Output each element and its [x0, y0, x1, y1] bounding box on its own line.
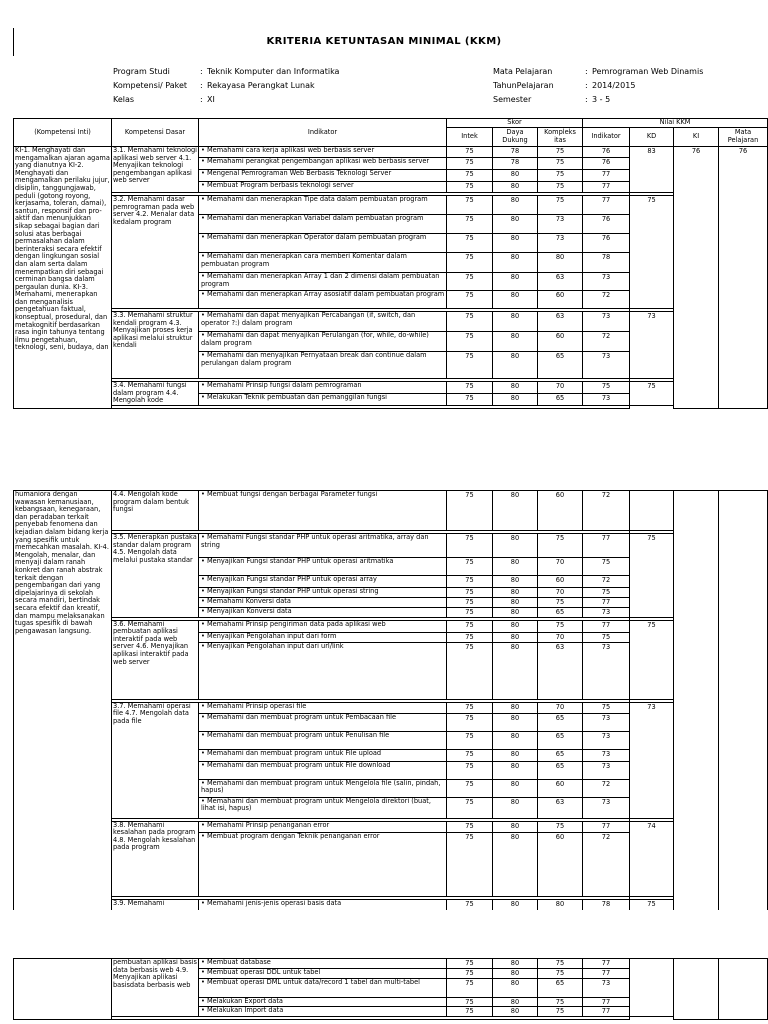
kompleksitas-cell: 63 — [538, 797, 583, 818]
intek-cell: 75 — [447, 607, 493, 617]
daya-dukung-cell: 80 — [493, 558, 538, 576]
kkm-indikator-cell: 77 — [583, 182, 630, 193]
kompleksitas-cell: 75 — [538, 196, 583, 215]
kompleksitas-cell: 73 — [538, 215, 583, 234]
indikator-cell: • Membuat operasi DML untuk data/record 1 tabel dan multi-tabel — [199, 978, 447, 997]
indikator-cell: • Memahami cara kerja aplikasi web berbasis server — [199, 147, 447, 158]
kkm-indikator-cell: 77 — [583, 1007, 630, 1017]
page-3 — [0, 958, 768, 1024]
indikator-cell: • Menyajikan Pengolahan input dari form — [199, 632, 447, 642]
kkm-kd-cell: 74 — [630, 821, 674, 896]
kompleksitas-cell: 75 — [538, 969, 583, 979]
kkm-kd-cell: 75 — [630, 899, 674, 910]
kkm-indikator-cell: 78 — [583, 899, 630, 910]
kkm-indikator-cell: 77 — [583, 821, 630, 832]
indikator-cell: • Membuat Program berbasis teknologi server — [199, 182, 447, 193]
document-title: KRITERIA KETUNTASAN MINIMAL (KKM) — [266, 36, 502, 47]
kompleksitas-cell: 75 — [538, 821, 583, 832]
kkm-indikator-cell: 72 — [583, 291, 630, 309]
daya-dukung-cell: 80 — [493, 632, 538, 642]
table-row — [14, 491, 768, 531]
intek-cell: 75 — [447, 731, 493, 749]
kompleksitas-cell: 65 — [538, 607, 583, 617]
table-row — [14, 702, 768, 713]
intek-cell: 75 — [447, 170, 493, 182]
daya-dukung-cell: 80 — [493, 576, 538, 588]
meta-tahun-label: TahunPelajaran — [493, 81, 554, 90]
kd-cell: 3.2. Memahami dasar pemrograman pada web server 4.2. Menalar data kedalam program — [112, 196, 199, 309]
daya-dukung-cell: 80 — [493, 534, 538, 558]
kompleksitas-cell: 63 — [538, 642, 583, 699]
kkm-indikator-cell: 75 — [583, 632, 630, 642]
kompleksitas-cell: 60 — [538, 832, 583, 896]
kompleksitas-cell: 70 — [538, 588, 583, 598]
kkm-indikator-cell: 75 — [583, 382, 630, 394]
kompleksitas-cell: 63 — [538, 273, 583, 291]
daya-dukung-cell: 80 — [493, 182, 538, 193]
intek-cell: 75 — [447, 797, 493, 818]
kompleksitas-cell: 70 — [538, 702, 583, 713]
intek-cell: 75 — [447, 598, 493, 608]
meta-colon: : — [585, 67, 588, 76]
intek-cell: 75 — [447, 312, 493, 332]
kkm-indikator-cell: 77 — [583, 620, 630, 632]
indikator-cell: • Menyajikan Fungsi standar PHP untuk operasi array — [199, 576, 447, 588]
intek-cell: 75 — [447, 899, 493, 910]
kkm-indikator-cell: 73 — [583, 761, 630, 779]
indikator-cell: • Memahami dan menyajikan Pernyataan break dan continue dalam perulangan dalam program — [199, 352, 447, 379]
header-kkm-indikator: Indikator — [583, 128, 630, 147]
intek-cell: 75 — [447, 196, 493, 215]
table-row — [14, 959, 768, 969]
kompleksitas-cell: 60 — [538, 576, 583, 588]
daya-dukung-cell: 80 — [493, 969, 538, 979]
indikator-cell: • Melakukan Teknik pembuatan dan pemanggilan fungsi — [199, 394, 447, 406]
daya-dukung-cell: 80 — [493, 821, 538, 832]
kompleksitas-cell: 70 — [538, 632, 583, 642]
kkm-indikator-cell: 73 — [583, 642, 630, 699]
daya-dukung-cell: 80 — [493, 978, 538, 997]
kkm-indikator-cell: 73 — [583, 713, 630, 731]
indikator-cell: • Memahami perangkat pengembangan aplikasi web berbasis server — [199, 158, 447, 170]
intek-cell: 75 — [447, 588, 493, 598]
kkm-kd-cell: 73 — [630, 702, 674, 818]
kkm-kd-cell — [630, 491, 674, 531]
daya-dukung-cell: 78 — [493, 147, 538, 158]
kkm-indikator-cell: 73 — [583, 352, 630, 379]
kompleksitas-cell: 80 — [538, 253, 583, 273]
group-divider — [14, 1016, 768, 1019]
meta-kompetensi: Rekayasa Perangkat Lunak — [207, 81, 315, 90]
intek-cell: 75 — [447, 558, 493, 576]
table-row — [14, 147, 768, 158]
divider-cell — [112, 1016, 630, 1019]
kkm-indikator-cell: 76 — [583, 234, 630, 253]
kompleksitas-cell: 65 — [538, 761, 583, 779]
kompleksitas-cell: 70 — [538, 382, 583, 394]
daya-dukung-cell: 80 — [493, 607, 538, 617]
meta-semester-label: Semester — [493, 95, 532, 104]
daya-dukung-cell: 80 — [493, 170, 538, 182]
meta-kelas-label: Kelas — [113, 95, 135, 104]
daya-dukung-cell: 80 — [493, 382, 538, 394]
indikator-cell: • Memahami dan menerapkan Array asosiatif dalam pembuatan program — [199, 291, 447, 309]
meta-kompetensi-label: Kompetensi/ Paket — [113, 81, 188, 90]
kompleksitas-cell: 75 — [538, 620, 583, 632]
intek-cell: 75 — [447, 969, 493, 979]
kkm-indikator-cell: 72 — [583, 779, 630, 797]
kkm-indikator-cell: 77 — [583, 969, 630, 979]
kkm-indikator-cell: 76 — [583, 215, 630, 234]
kkm-kd-cell: 75 — [630, 534, 674, 618]
table-row — [14, 534, 768, 558]
meta-program-studi: Teknik Komputer dan Informatika — [207, 67, 340, 76]
kompleksitas-cell: 70 — [538, 558, 583, 576]
intek-cell: 75 — [447, 147, 493, 158]
daya-dukung-cell: 80 — [493, 1007, 538, 1017]
kompleksitas-cell: 75 — [538, 598, 583, 608]
header-ki: (Kompetensi Inti) — [14, 119, 112, 147]
daya-dukung-cell: 80 — [493, 332, 538, 352]
kkm-kd-cell: 83 — [630, 147, 674, 193]
indikator-cell: • Mengenal Pemrograman Web Berbasis Teknologi Server — [199, 170, 447, 182]
intek-cell: 75 — [447, 761, 493, 779]
indikator-cell: • Membuat operasi DDL untuk tabel — [199, 969, 447, 979]
kompleksitas-cell: 75 — [538, 182, 583, 193]
kkm-table-continued-2 — [13, 958, 768, 1020]
kd-cell: 3.1. Memahami teknologi aplikasi web server 4.1. Menyajikan teknologi pengembangan aplikasi web server — [112, 147, 199, 193]
indikator-cell: • Memahami dan membuat program untuk File download — [199, 761, 447, 779]
group-divider — [14, 406, 768, 409]
daya-dukung-cell: 80 — [493, 731, 538, 749]
kkm-indikator-cell: 72 — [583, 491, 630, 531]
indikator-cell: • Memahami Prinsip pengiriman data pada aplikasi web — [199, 620, 447, 632]
intek-cell: 75 — [447, 997, 493, 1007]
meta-kelas: XI — [207, 95, 215, 104]
indikator-cell: • Membuat database — [199, 959, 447, 969]
kompleksitas-cell: 65 — [538, 394, 583, 406]
intek-cell: 75 — [447, 642, 493, 699]
kd-cell: 3.9. Memahami — [112, 899, 199, 910]
page-2 — [0, 490, 768, 910]
intek-cell: 75 — [447, 1007, 493, 1017]
kkm-kd-cell: 75 — [630, 382, 674, 406]
table-row — [14, 899, 768, 910]
kkm-mapel-cell-empty — [719, 491, 768, 911]
indikator-cell: • Memahami dan dapat menyajikan Perulangan (for, while, do-while) dalam program — [199, 332, 447, 352]
daya-dukung-cell: 80 — [493, 394, 538, 406]
meta-colon: : — [200, 67, 203, 76]
indikator-cell: • Memahami dan menerapkan Variabel dalam pembuatan program — [199, 215, 447, 234]
intek-cell: 75 — [447, 215, 493, 234]
kompleksitas-cell: 80 — [538, 899, 583, 910]
indikator-cell: • Memahami dan membuat program untuk File upload — [199, 749, 447, 761]
intek-cell: 75 — [447, 273, 493, 291]
indikator-cell: • Memahami dan membuat program untuk Mengelola direktori (buat, lihat isi, hapus) — [199, 797, 447, 818]
indikator-cell: • Memahami Prinsip fungsi dalam pemrograman — [199, 382, 447, 394]
ki-cell: humaniora dengan wawasan kemanusiaan, kebangsaan, kenegaraan, dan peradaban terkait penyebab fenomena dan kejadian dalam bidang kerja yang spesifik untuk memecahkan masalah. KI-4. Mengolah, menalar, dan menyaji dalam ranah konkret dan ranah abstrak terkait dengan pengembangan dari yang dipelajarinya di sekolah secara mandiri, bertindak secara efektif dan kreatif, dan mampu melaksanakan tugas spesifik di bawah pengawasan langsung. — [14, 491, 112, 911]
kompleksitas-cell: 75 — [538, 170, 583, 182]
daya-dukung-cell: 80 — [493, 291, 538, 309]
daya-dukung-cell: 80 — [493, 779, 538, 797]
meta-program-studi-label: Program Studi — [113, 67, 170, 76]
kompleksitas-cell: 75 — [538, 997, 583, 1007]
indikator-cell: • Memahami dan menerapkan Operator dalam pembuatan program — [199, 234, 447, 253]
kompleksitas-cell: 75 — [538, 959, 583, 969]
indikator-cell: • Menyajikan Fungsi standar PHP untuk operasi aritmatika — [199, 558, 447, 576]
kompleksitas-cell: 60 — [538, 291, 583, 309]
kkm-kd-cell: 75 — [630, 196, 674, 309]
table-row — [14, 821, 768, 832]
meta-colon: : — [200, 95, 203, 104]
intek-cell: 75 — [447, 158, 493, 170]
daya-dukung-cell: 80 — [493, 959, 538, 969]
kkm-indikator-cell: 73 — [583, 607, 630, 617]
intek-cell: 75 — [447, 332, 493, 352]
daya-dukung-cell: 80 — [493, 352, 538, 379]
daya-dukung-cell: 80 — [493, 491, 538, 531]
intek-cell: 75 — [447, 713, 493, 731]
kkm-indikator-cell: 73 — [583, 797, 630, 818]
intek-cell: 75 — [447, 491, 493, 531]
daya-dukung-cell: 80 — [493, 215, 538, 234]
header-daya-dukung: Daya Dukung — [493, 128, 538, 147]
header-intek: Intek — [447, 128, 493, 147]
kkm-mapel-cell-empty — [719, 959, 768, 1020]
daya-dukung-cell: 80 — [493, 702, 538, 713]
intek-cell: 75 — [447, 382, 493, 394]
daya-dukung-cell: 80 — [493, 642, 538, 699]
kd-cell: pembuatan aplikasi basis data berbasis web 4.9. Menyajikan aplikasi basisdata berbasis web — [112, 959, 199, 1017]
daya-dukung-cell: 80 — [493, 761, 538, 779]
kkm-indikator-cell: 77 — [583, 997, 630, 1007]
meta-tahun: 2014/2015 — [592, 81, 636, 90]
daya-dukung-cell: 80 — [493, 797, 538, 818]
kompleksitas-cell: 75 — [538, 158, 583, 170]
intek-cell: 75 — [447, 832, 493, 896]
indikator-cell: • Memahami dan menerapkan cara memberi Komentar dalam pembuatan program — [199, 253, 447, 273]
kkm-ki-cell: 76 — [674, 147, 719, 409]
intek-cell: 75 — [447, 253, 493, 273]
kkm-indikator-cell: 72 — [583, 332, 630, 352]
intek-cell: 75 — [447, 779, 493, 797]
kkm-table — [13, 118, 768, 409]
intek-cell: 75 — [447, 620, 493, 632]
kompleksitas-cell: 65 — [538, 978, 583, 997]
intek-cell: 75 — [447, 291, 493, 309]
indikator-cell: • Memahami dan membuat program untuk Mengelola file (salin, pindah, hapus) — [199, 779, 447, 797]
kompleksitas-cell: 65 — [538, 713, 583, 731]
kkm-ki-cell-empty — [674, 491, 719, 911]
indikator-cell: • Membuat program dengan Teknik penanganan error — [199, 832, 447, 896]
intek-cell: 75 — [447, 978, 493, 997]
indikator-cell: • Memahami dan membuat program untuk Penulisan file — [199, 731, 447, 749]
indikator-cell: • Memahami dan menerapkan Tipe data dalam pembuatan program — [199, 196, 447, 215]
kkm-indikator-cell: 77 — [583, 598, 630, 608]
daya-dukung-cell: 80 — [493, 832, 538, 896]
table-row — [14, 620, 768, 632]
header-skor: Skor — [447, 119, 583, 128]
kkm-indikator-cell: 75 — [583, 558, 630, 576]
kkm-indikator-cell: 77 — [583, 534, 630, 558]
meta-mapel: Pemrograman Web Dinamis — [592, 67, 704, 76]
header-indikator: Indikator — [199, 119, 447, 147]
table-row — [14, 382, 768, 394]
daya-dukung-cell: 80 — [493, 253, 538, 273]
kkm-indikator-cell: 77 — [583, 196, 630, 215]
divider-cell — [112, 406, 630, 409]
intek-cell: 75 — [447, 534, 493, 558]
indikator-cell: • Memahami dan dapat menyajikan Percabangan (if, switch, dan operator ?:) dalam program — [199, 312, 447, 332]
indikator-cell: • Memahami Prinsip penanganan error — [199, 821, 447, 832]
header-kkm-mapel: Mata Pelajaran — [719, 128, 768, 147]
indikator-cell: • Membuat fungsi dengan berbagai Parameter fungsi — [199, 491, 447, 531]
indikator-cell: • Menyajikan Pengolahan input dari url/link — [199, 642, 447, 699]
ki-cell: KI-1. Menghayati dan mengamalkan ajaran agama yang dianutnya KI-2. Menghayati dan mengamalkan perilaku jujur, disiplin, tanggungjawab, peduli (gotong royong, kerjasama, toleran, damai), santun, responsif dan pro-aktif dan menunjukkan sikap sebagai bagian dari solusi atas berbagai permasalahan dalam berinteraksi secara efektif dengan lingkungan sosial dan alam serta dalam menempatkan diri sebagai cerminan bangsa dalam pergaulan dunia. KI-3. Memahami, menerapkan dan menganalisis pengetahuan faktual, konseptual, prosedural, dan metakognitif berdasarkan rasa ingin tahunya tentang ilmu pengetahuan, teknologi, seni, budaya, dan — [14, 147, 112, 409]
header-kd: Kompetensi Dasar — [112, 119, 199, 147]
indikator-cell: • Memahami Konversi data — [199, 598, 447, 608]
intek-cell: 75 — [447, 182, 493, 193]
kd-cell: 3.4. Memahami fungsi dalam program 4.4. Mengolah kode — [112, 382, 199, 406]
intek-cell: 75 — [447, 821, 493, 832]
kkm-ki-cell-empty — [674, 959, 719, 1020]
kkm-indikator-cell: 73 — [583, 978, 630, 997]
kkm-indikator-cell: 73 — [583, 731, 630, 749]
daya-dukung-cell: 80 — [493, 899, 538, 910]
indikator-cell: • Memahami dan menerapkan Array 1 dan 2 dimensi dalam pembuatan program — [199, 273, 447, 291]
kd-cell: 3.8. Memahami kesalahan pada program 4.8. Mengolah kesalahan pada program — [112, 821, 199, 896]
daya-dukung-cell: 80 — [493, 713, 538, 731]
kkm-indikator-cell: 76 — [583, 147, 630, 158]
kd-cell: 3.5. Menerapkan pustaka standar dalam program 4.5. Mengolah data melalui pustaka standar — [112, 534, 199, 618]
meta-colon: : — [585, 95, 588, 104]
table-row — [14, 196, 768, 215]
ki-cell-empty — [14, 959, 112, 1020]
daya-dukung-cell: 80 — [493, 273, 538, 291]
kkm-indikator-cell: 73 — [583, 312, 630, 332]
kkm-indikator-cell: 72 — [583, 576, 630, 588]
kkm-indikator-cell: 72 — [583, 832, 630, 896]
kkm-indikator-cell: 73 — [583, 273, 630, 291]
kd-cell: 4.4. Mengolah kode program dalam bentuk fungsi — [112, 491, 199, 531]
daya-dukung-cell: 78 — [493, 158, 538, 170]
kompleksitas-cell: 60 — [538, 332, 583, 352]
indikator-cell: • Memahami Fungsi standar PHP untuk operasi aritmatika, array dan string — [199, 534, 447, 558]
intek-cell: 75 — [447, 702, 493, 713]
meta-colon: : — [200, 81, 203, 90]
kompleksitas-cell: 65 — [538, 731, 583, 749]
intek-cell: 75 — [447, 576, 493, 588]
header-kkm-kd: KD — [630, 128, 674, 147]
indikator-cell: • Memahami jenis-jenis operasi basis data — [199, 899, 447, 910]
daya-dukung-cell: 80 — [493, 312, 538, 332]
header-kkm-ki: KI — [674, 128, 719, 147]
kompleksitas-cell: 60 — [538, 779, 583, 797]
daya-dukung-cell: 80 — [493, 620, 538, 632]
kkm-kd-cell — [630, 959, 674, 1017]
kkm-indikator-cell: 77 — [583, 170, 630, 182]
daya-dukung-cell: 80 — [493, 588, 538, 598]
kompleksitas-cell: 63 — [538, 312, 583, 332]
header-kompleksitas: Kompleks itas — [538, 128, 583, 147]
kompleksitas-cell: 75 — [538, 534, 583, 558]
header-nilai-kkm: Nilai KKM — [583, 119, 768, 128]
meta-mapel-label: Mata Pelajaran — [493, 67, 553, 76]
kompleksitas-cell: 75 — [538, 147, 583, 158]
intek-cell: 75 — [447, 749, 493, 761]
indikator-cell: • Melakukan Export data — [199, 997, 447, 1007]
meta-colon: : — [585, 81, 588, 90]
kkm-kd-cell: 75 — [630, 620, 674, 699]
kompleksitas-cell: 65 — [538, 749, 583, 761]
kd-cell: 3.7. Memahami operasi file 4.7. Mengolah data pada file — [112, 702, 199, 818]
table-row — [14, 312, 768, 332]
indikator-cell: • Menyajikan Fungsi standar PHP untuk operasi string — [199, 588, 447, 598]
kd-cell: 3.3. Memahami struktur kendali program 4.3. Menyajikan proses kerja aplikasi melalui struktur kendali — [112, 312, 199, 379]
kkm-table-continued — [13, 490, 768, 910]
indikator-cell: • Melakukan Import data — [199, 1007, 447, 1017]
indikator-cell: • Memahami dan membuat program untuk Pembacaan file — [199, 713, 447, 731]
intek-cell: 75 — [447, 959, 493, 969]
intek-cell: 75 — [447, 352, 493, 379]
daya-dukung-cell: 80 — [493, 997, 538, 1007]
daya-dukung-cell: 80 — [493, 749, 538, 761]
kompleksitas-cell: 73 — [538, 234, 583, 253]
kkm-indikator-cell: 76 — [583, 158, 630, 170]
page-1 — [0, 0, 768, 438]
kkm-kd-cell: 73 — [630, 312, 674, 379]
kkm-indikator-cell: 73 — [583, 749, 630, 761]
indikator-cell: • Menyajikan Konversi data — [199, 607, 447, 617]
daya-dukung-cell: 80 — [493, 196, 538, 215]
kompleksitas-cell: 75 — [538, 1007, 583, 1017]
kkm-indikator-cell: 78 — [583, 253, 630, 273]
intek-cell: 75 — [447, 394, 493, 406]
indikator-cell: • Memahami Prinsip operasi file — [199, 702, 447, 713]
intek-cell: 75 — [447, 632, 493, 642]
intek-cell: 75 — [447, 234, 493, 253]
kd-cell: 3.6. Memahami pembuatan aplikasi interaktif pada web server 4.6. Menyajikan aplikasi interaktif pada web server — [112, 620, 199, 699]
kkm-indikator-cell: 75 — [583, 588, 630, 598]
kompleksitas-cell: 65 — [538, 352, 583, 379]
kkm-indikator-cell: 75 — [583, 702, 630, 713]
kompleksitas-cell: 60 — [538, 491, 583, 531]
kkm-indikator-cell: 73 — [583, 394, 630, 406]
daya-dukung-cell: 80 — [493, 598, 538, 608]
meta-semester: 3 - 5 — [592, 95, 611, 104]
kkm-indikator-cell: 77 — [583, 959, 630, 969]
daya-dukung-cell: 80 — [493, 234, 538, 253]
kkm-mapel-cell: 76 — [719, 147, 768, 409]
